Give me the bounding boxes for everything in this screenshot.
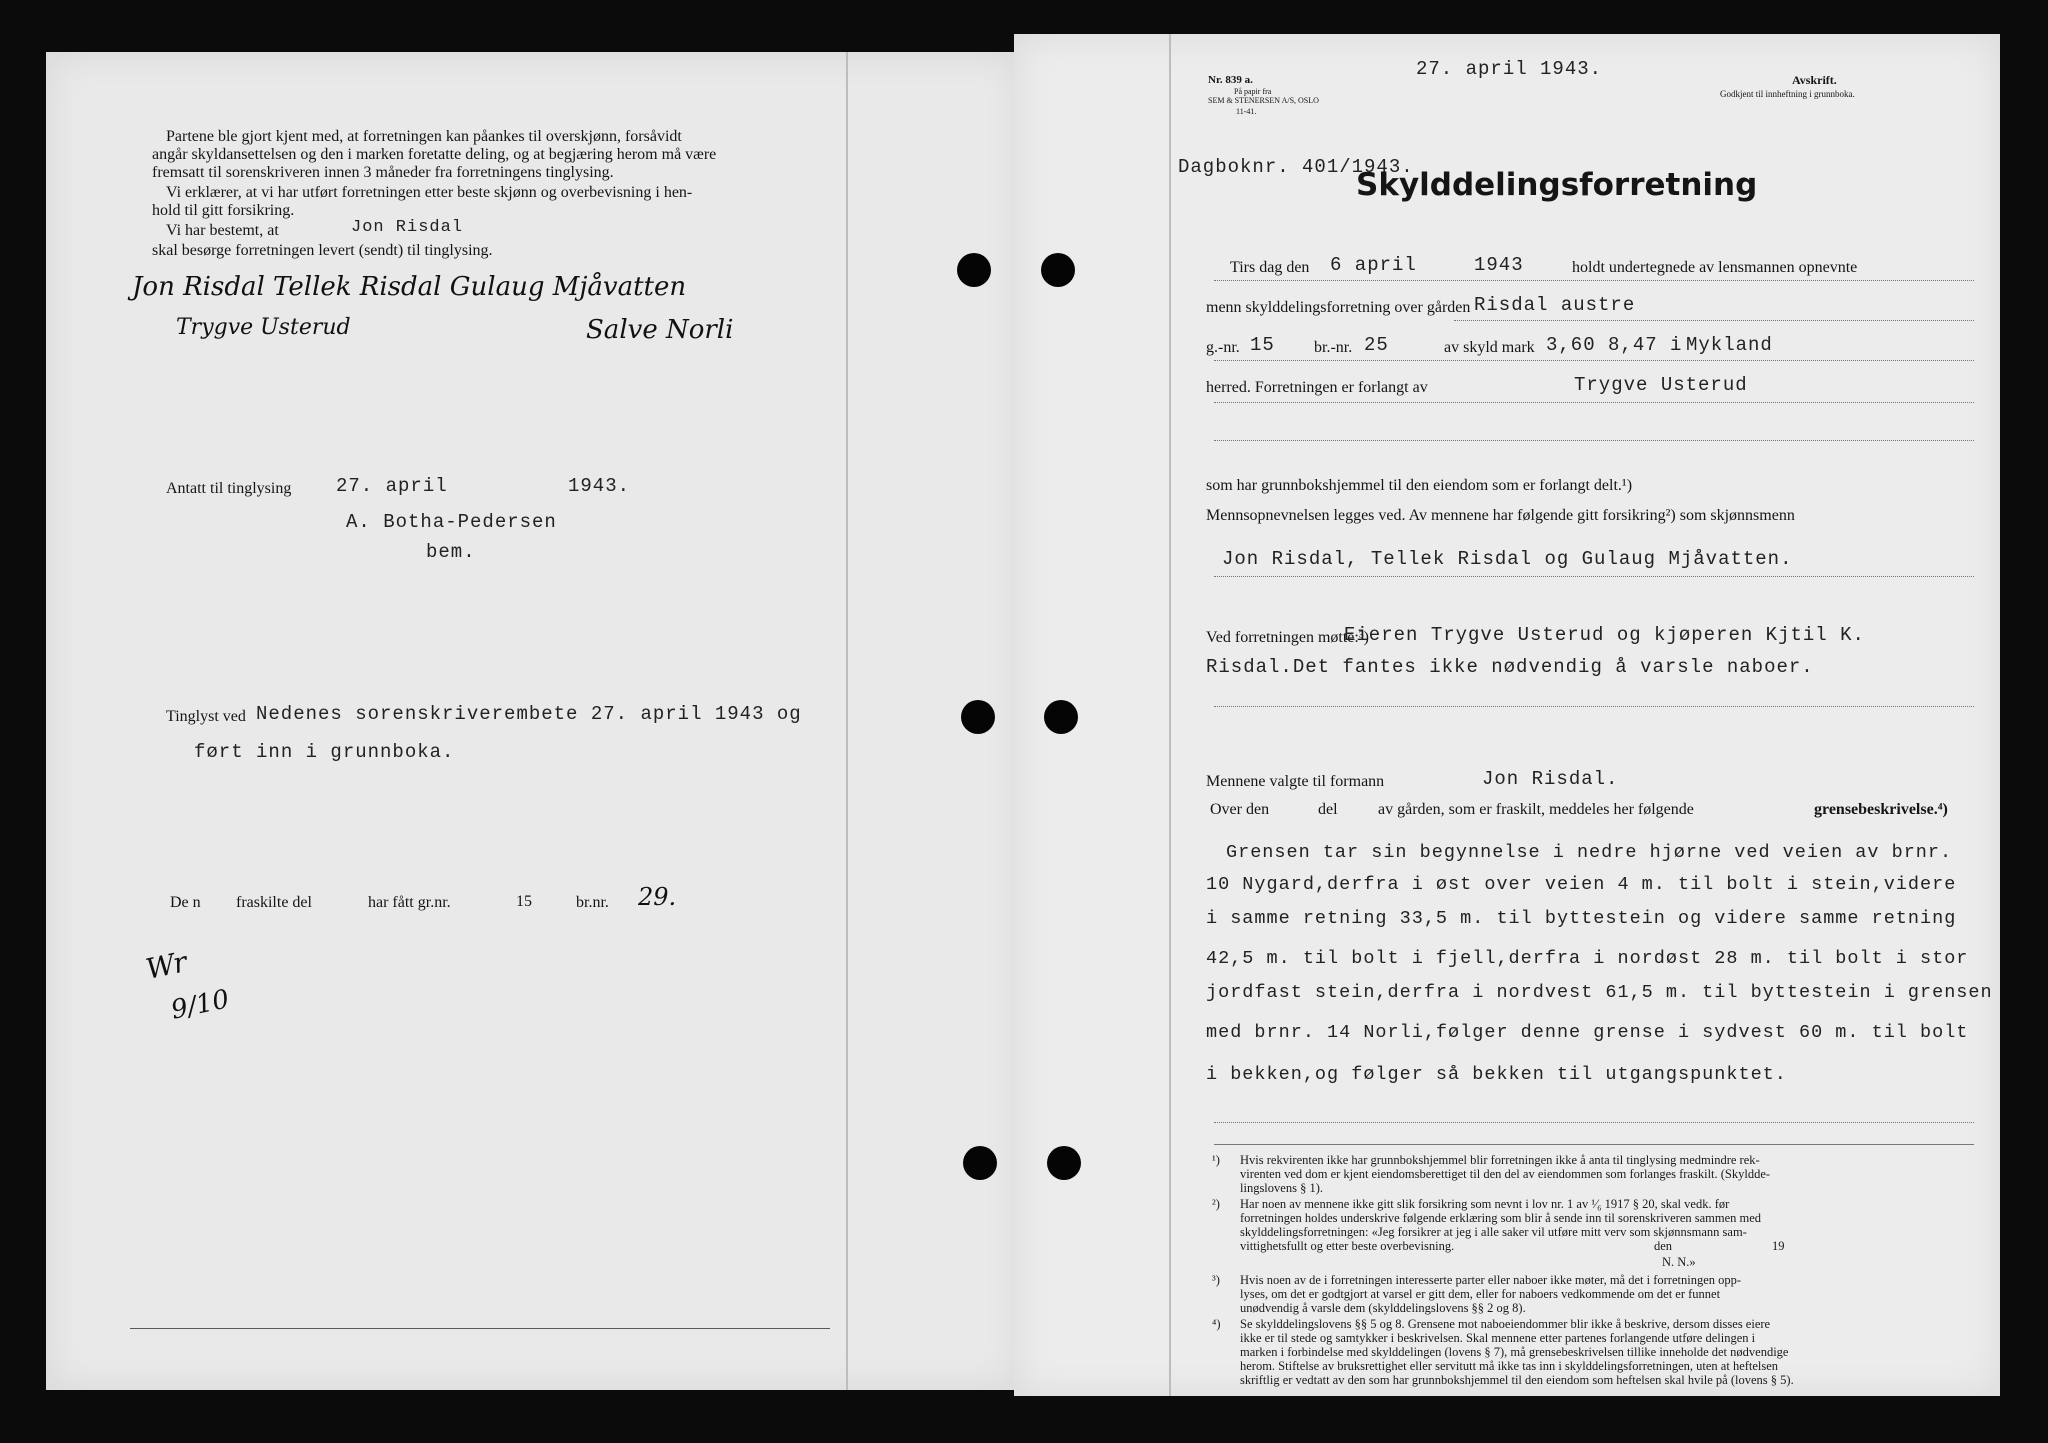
notice-line-2: angår skyldansettelsen og den i marken foretatte deling, og at begjæring herom må være [152, 146, 717, 163]
form-number: Nr. 839 a. [1208, 74, 1253, 86]
binder-hole [961, 700, 995, 734]
line1-suffix: holdt undertegnede av lensmannen opnevnte [1572, 259, 1858, 276]
form-rule [1214, 576, 1974, 577]
footnote-2-line-4: vittighetsfullt og etter beste overbevisning. [1240, 1239, 1455, 1253]
margin-line [1169, 34, 1171, 1396]
bottom-rule [130, 1328, 830, 1329]
official-title: bem. [426, 541, 476, 563]
line3-bnr-label: br.-nr. [1314, 339, 1353, 356]
line3-bnr: 25 [1364, 334, 1389, 356]
boundary-line-3: i samme retning 33,5 m. til byttestein og videre samme retning [1206, 908, 1957, 929]
line5: som har grunnbokshjemmel til den eiendom som er forlangt delt.¹) [1206, 477, 1633, 494]
line8-text: Eieren Trygve Usterud og kjøperen Kjtil K. [1344, 624, 1865, 646]
footnote-marker-2: ²) [1212, 1197, 1220, 1211]
signatures-line-1: Jon Risdal Tellek Risdal Gulaug Mjåvatten [132, 272, 687, 302]
delivery-prefix: Vi har bestemt, at [166, 222, 279, 239]
footnote-2-line-2: forretningen holdes underskrive følgende erklæring som blir å sende inn til sorenskriveren sammen med [1240, 1211, 1762, 1225]
boundary-line-1: Grensen tar sin begynnelse i nedre hjørne ved veien av brnr. [1226, 842, 1953, 863]
footnote-1-line-2: virenten ved dom er kjent eiendomsberettiget til den del av eiendommen som forlanges fraskilt. (Skyldde- [1240, 1167, 1771, 1181]
signatures-line-2: Trygve Usterud [176, 315, 351, 340]
avskrift-title: Avskrift. [1792, 73, 1837, 87]
header-date: 27. april 1943. [1416, 58, 1603, 80]
line3-gnr-label: g.-nr. [1206, 339, 1240, 356]
binder-hole [957, 253, 991, 287]
line11-d: grensebeskrivelse.⁴) [1814, 801, 1948, 818]
declaration-line-2: hold til gitt forsikring. [152, 202, 295, 219]
footnote-2-line-1: Har noen av mennene ikke gitt slik forsikring som nevnt i lov nr. 1 av ¹⁄₆ 1917 § 20, skal vedk. før [1240, 1197, 1730, 1211]
footnote-4-line-3: marken i forbindelse med skylddelingen (lovens § 7), må grensebeskrivelsen tillike inneholde det nødvendige [1240, 1345, 1789, 1359]
antatt-date: 27. april [336, 475, 448, 497]
boundary-line-5: jordfast stein,derfra i nordvest 61,5 m. til byttestein i grensen [1206, 982, 1993, 1003]
form-rule [1214, 706, 1974, 707]
footnote-2-signature: N. N.» [1662, 1255, 1696, 1269]
fraskilt-label-2: fraskilte del [236, 894, 312, 911]
printer-line-1: På papir fra [1234, 87, 1272, 96]
avskrift-subtitle: Godkjent til innheftning i grunnboka. [1720, 89, 1855, 99]
margin-note-2: 9/10 [168, 984, 232, 1026]
binder-hole [1041, 253, 1075, 287]
line10-name: Jon Risdal. [1482, 768, 1619, 790]
boundary-line-4: 42,5 m. til bolt i fjell,derfra i nordøst 28 m. til bolt i stor [1206, 948, 1969, 969]
footnote-1-line-3: lingslovens § 1). [1240, 1181, 1323, 1195]
fraskilt-label-1: De n [170, 894, 201, 911]
line11-b: del [1318, 801, 1338, 818]
footnote-4-line-4: herom. Stiftelse av bruksrettighet eller servitutt må ikke tas inn i skylddelingsforretningen, uten at heftelsen [1240, 1359, 1779, 1373]
official-name: A. Botha-Pedersen [346, 511, 557, 533]
footnote-4-line-2: ikke er til stede og samtykker i beskrivelsen. Skal mennene etter partenes forlangende utføre delingen i [1240, 1331, 1756, 1345]
tinglyst-text-2: ført inn i grunnboka. [194, 741, 455, 763]
notice-line-3: fremsatt til sorenskriveren innen 3 måneder fra forretningens tinglysing. [152, 164, 614, 181]
right-page [1014, 34, 2000, 1396]
fraskilt-label-4: br.nr. [576, 894, 609, 911]
line10-prefix: Mennene valgte til formann [1206, 773, 1385, 790]
footnote-2-den: den [1654, 1239, 1673, 1253]
footnote-marker-3: ³) [1212, 1273, 1220, 1287]
tinglyst-label: Tinglyst ved [166, 708, 246, 725]
binder-hole [963, 1146, 997, 1180]
line3-place: Mykland [1686, 334, 1773, 356]
fraskilt-brnr: 29. [638, 883, 677, 911]
form-rule [1214, 360, 1974, 361]
margin-note-1: Wr [142, 945, 190, 986]
line9-text: Risdal.Det fantes ikke nødvendig å varsle naboer. [1206, 656, 1814, 678]
line11-a: Over den [1210, 801, 1270, 818]
line3-value: 3,60 8,47 i [1546, 334, 1683, 356]
footnote-3-line-2: lyses, om det er godtgjort at varsel er gitt dem, eller for naboers vedkommende om det er funnet [1240, 1287, 1721, 1301]
line3-gnr: 15 [1250, 334, 1275, 356]
footnote-marker-1: ¹) [1212, 1153, 1220, 1167]
document-title: Skylddelingsforretning [1356, 167, 1758, 203]
printer-line-2: SEM & STENERSEN A/S, OSLO [1208, 96, 1319, 105]
boundary-line-2: 10 Nygard,derfra i øst over veien 4 m. til bolt i stein,videre [1206, 874, 1957, 895]
footnote-3-line-3: unødvendig å varsle dem (skylddelingslovens §§ 2 og 8). [1240, 1301, 1526, 1315]
binder-hole [1047, 1146, 1081, 1180]
line1-year: 1943 [1474, 254, 1524, 276]
form-rule [1214, 280, 1974, 281]
notice-line-1: Partene ble gjort kjent med, at forretningen kan påankes til overskjønn, forsåvidt [166, 128, 682, 145]
delivery-name: Jon Risdal [351, 218, 464, 237]
antatt-label: Antatt til tinglysing [166, 480, 292, 497]
boundary-line-6: med brnr. 14 Norli,følger denne grense i sydvest 60 m. til bolt [1206, 1022, 1969, 1043]
footnote-2-line-3: skylddelingsforretningen: «Jeg forsikrer at jeg i alle saker vil utføre mitt verv som skjønnsmann sam- [1240, 1225, 1747, 1239]
line6: Mennsopnevnelsen legges ved. Av mennene har følgende gitt forsikring²) som skjønnsmenn [1206, 507, 1795, 524]
antatt-year: 1943. [568, 475, 631, 497]
footnote-3-line-1: Hvis noen av de i forretningen interesserte parter eller naboer ikke møter, må det i forretningen opp- [1240, 1273, 1742, 1287]
line3-skyld: av skyld mark [1444, 339, 1535, 356]
line1-date: 6 april [1330, 254, 1417, 276]
form-rule [1454, 320, 1974, 321]
line8-prefix: Ved forretningen møtte:³) [1206, 629, 1369, 646]
printer-line-3: 11-41. [1236, 107, 1257, 116]
line7-men: Jon Risdal, Tellek Risdal og Gulaug Mjåvatten. [1222, 548, 1793, 570]
footnote-2-year: 19 [1772, 1239, 1785, 1253]
line11-c: av gården, som er fraskilt, meddeles her følgende [1378, 801, 1694, 818]
line4-prefix: herred. Forretningen er forlangt av [1206, 379, 1428, 396]
left-page [46, 52, 1020, 1390]
boundary-line-7: i bekken,og følger så bekken til utgangspunktet. [1206, 1064, 1787, 1085]
tinglyst-text: Nedenes sorenskriverembete 27. april 1943 og [256, 703, 802, 725]
dagbok-number: Dagboknr. 401/1943. [1178, 156, 1414, 178]
form-rule [1214, 1122, 1974, 1123]
footnote-marker-4: ⁴) [1212, 1317, 1221, 1331]
line4-name: Trygve Usterud [1574, 374, 1748, 396]
fraskilt-label-3: har fått gr.nr. [368, 894, 451, 911]
footnote-1-line-1: Hvis rekvirenten ikke har grunnbokshjemmel blir forretningen ikke å anta til tinglysing medmindre rek- [1240, 1153, 1760, 1167]
form-rule [1214, 402, 1974, 403]
footnote-4-line-1: Se skylddelingslovens §§ 5 og 8. Grensene mot naboeiendommer blir ikke å beskrive, dersom disses eiere [1240, 1317, 1771, 1331]
line2-prefix: menn skylddelingsforretning over gården [1206, 299, 1471, 316]
delivery-line-2: skal besørge forretningen levert (sendt) til tinglysing. [152, 242, 493, 259]
line2-farm: Risdal austre [1474, 294, 1636, 316]
form-rule [1214, 440, 1974, 441]
footnote-rule [1214, 1144, 1974, 1145]
binder-hole [1044, 700, 1078, 734]
fold-line [846, 52, 848, 1390]
footnote-4-line-5: skriftlig er vedtatt av den som har grunnbokshjemmel til den eiendom som heftelsen skal hvile på (lovens § 5). [1240, 1373, 1794, 1387]
declaration-line-1: Vi erklærer, at vi har utført forretningen etter beste skjønn og overbevisning i hen- [166, 184, 693, 201]
fraskilt-grnr: 15 [516, 893, 532, 910]
line1-prefix: Tirs dag den [1230, 259, 1310, 276]
signatures-line-3: Salve Norli [586, 315, 734, 345]
